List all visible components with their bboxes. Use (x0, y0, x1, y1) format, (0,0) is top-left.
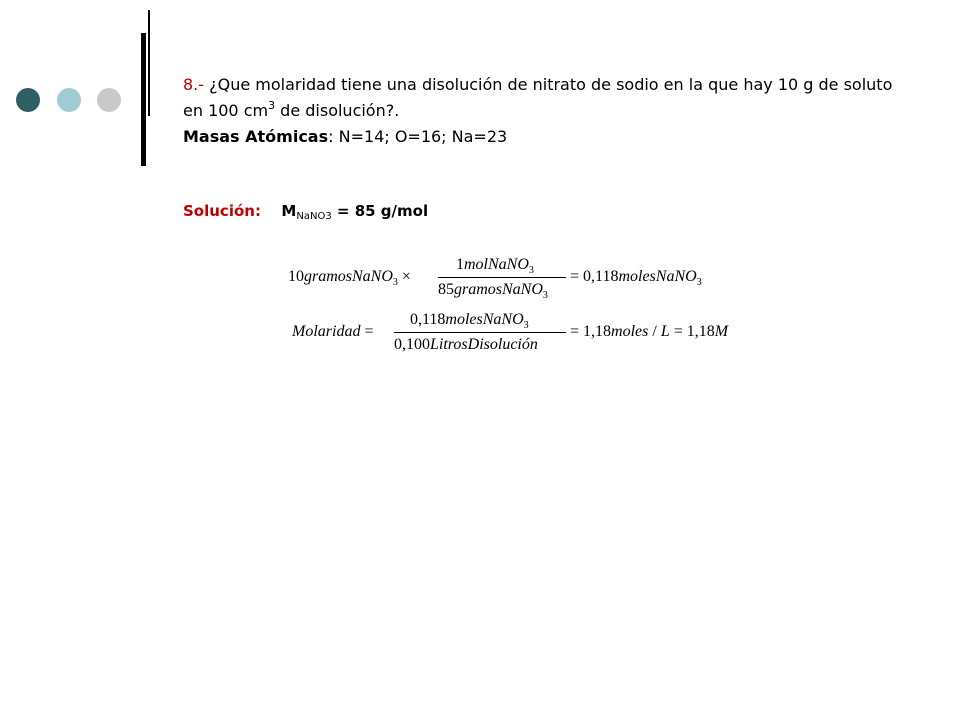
eq2-res2-num: 1,18 (686, 323, 715, 340)
eq2-res1-unit: L (660, 323, 670, 340)
eq2-num-sub: 3 (523, 320, 529, 331)
eq1-denominator (438, 281, 548, 301)
eq1-res-sub: 3 (696, 277, 702, 288)
eq1-lhs-sub: 3 (392, 277, 398, 288)
eq2-res1-num: 1,18 (583, 323, 612, 340)
decor-dot-dark (16, 88, 40, 112)
eq2-denominator (394, 336, 538, 354)
molar-symbol: M (281, 202, 297, 220)
solution-header (183, 202, 428, 222)
eq1-lhs-var: gramosNaNO (304, 268, 393, 285)
eq1-equals: = (570, 268, 580, 285)
divider-bar-right (148, 10, 150, 116)
eq1-num-sub: 3 (528, 265, 534, 276)
eq1-den-num: 85 (438, 281, 454, 298)
eq2-lhs (292, 323, 373, 341)
eq1-num-num: 1 (456, 256, 464, 273)
eq2-equals-1: = (364, 323, 374, 340)
eq1-result (570, 268, 702, 288)
molar-value: = 85 g/mol (331, 202, 429, 220)
eq2-lhs-var: Molaridad (292, 323, 361, 340)
eq1-fraction-line (438, 277, 566, 278)
eq2-res1-var: moles (611, 323, 649, 340)
eq1-times: × (401, 268, 411, 285)
eq2-num-num: 0,118 (410, 311, 446, 328)
eq2-den-var: LitrosDisolución (430, 336, 538, 353)
eq1-res-var: molesNaNO (618, 268, 697, 285)
eq1-num-var: molNaNO (464, 256, 529, 273)
eq1-numerator (456, 256, 534, 276)
eq1-lhs (288, 268, 411, 288)
eq2-den-num: 0,100 (394, 336, 430, 353)
eq2-equals-2: = (570, 323, 580, 340)
problem-text-part1: ¿Que molaridad tiene una disolución de nitrato de sodio en la que hay 10 g de soluto en 100 cm (183, 75, 893, 120)
molar-subscript: NaNO3 (296, 211, 332, 222)
divider-bar-left (141, 33, 146, 166)
eq2-slash: / (652, 323, 657, 340)
decor-dot-light-teal (57, 88, 81, 112)
problem-number: 8.- (183, 75, 205, 94)
eq1-den-var: gramosNaNO (454, 281, 543, 298)
eq2-fraction-line (394, 332, 566, 333)
masses-values: : N=14; O=16; Na=23 (328, 127, 508, 146)
eq2-result (570, 323, 728, 341)
masses-label: Masas Atómicas (183, 127, 329, 146)
problem-text-part2: de disolución?. (275, 101, 400, 120)
eq1-lhs-num: 10 (288, 268, 304, 285)
eq2-num-var: molesNaNO (445, 311, 524, 328)
eq1-res-num: 0,118 (583, 268, 619, 285)
eq1-den-sub: 3 (542, 290, 548, 301)
decor-dot-gray (97, 88, 121, 112)
problem-statement (183, 72, 913, 150)
solution-label: Solución: (183, 202, 261, 220)
problem-superscript: 3 (268, 99, 276, 112)
eq2-numerator (410, 311, 529, 331)
eq2-equals-3: = (673, 323, 683, 340)
eq2-res2-var: M (714, 323, 729, 340)
